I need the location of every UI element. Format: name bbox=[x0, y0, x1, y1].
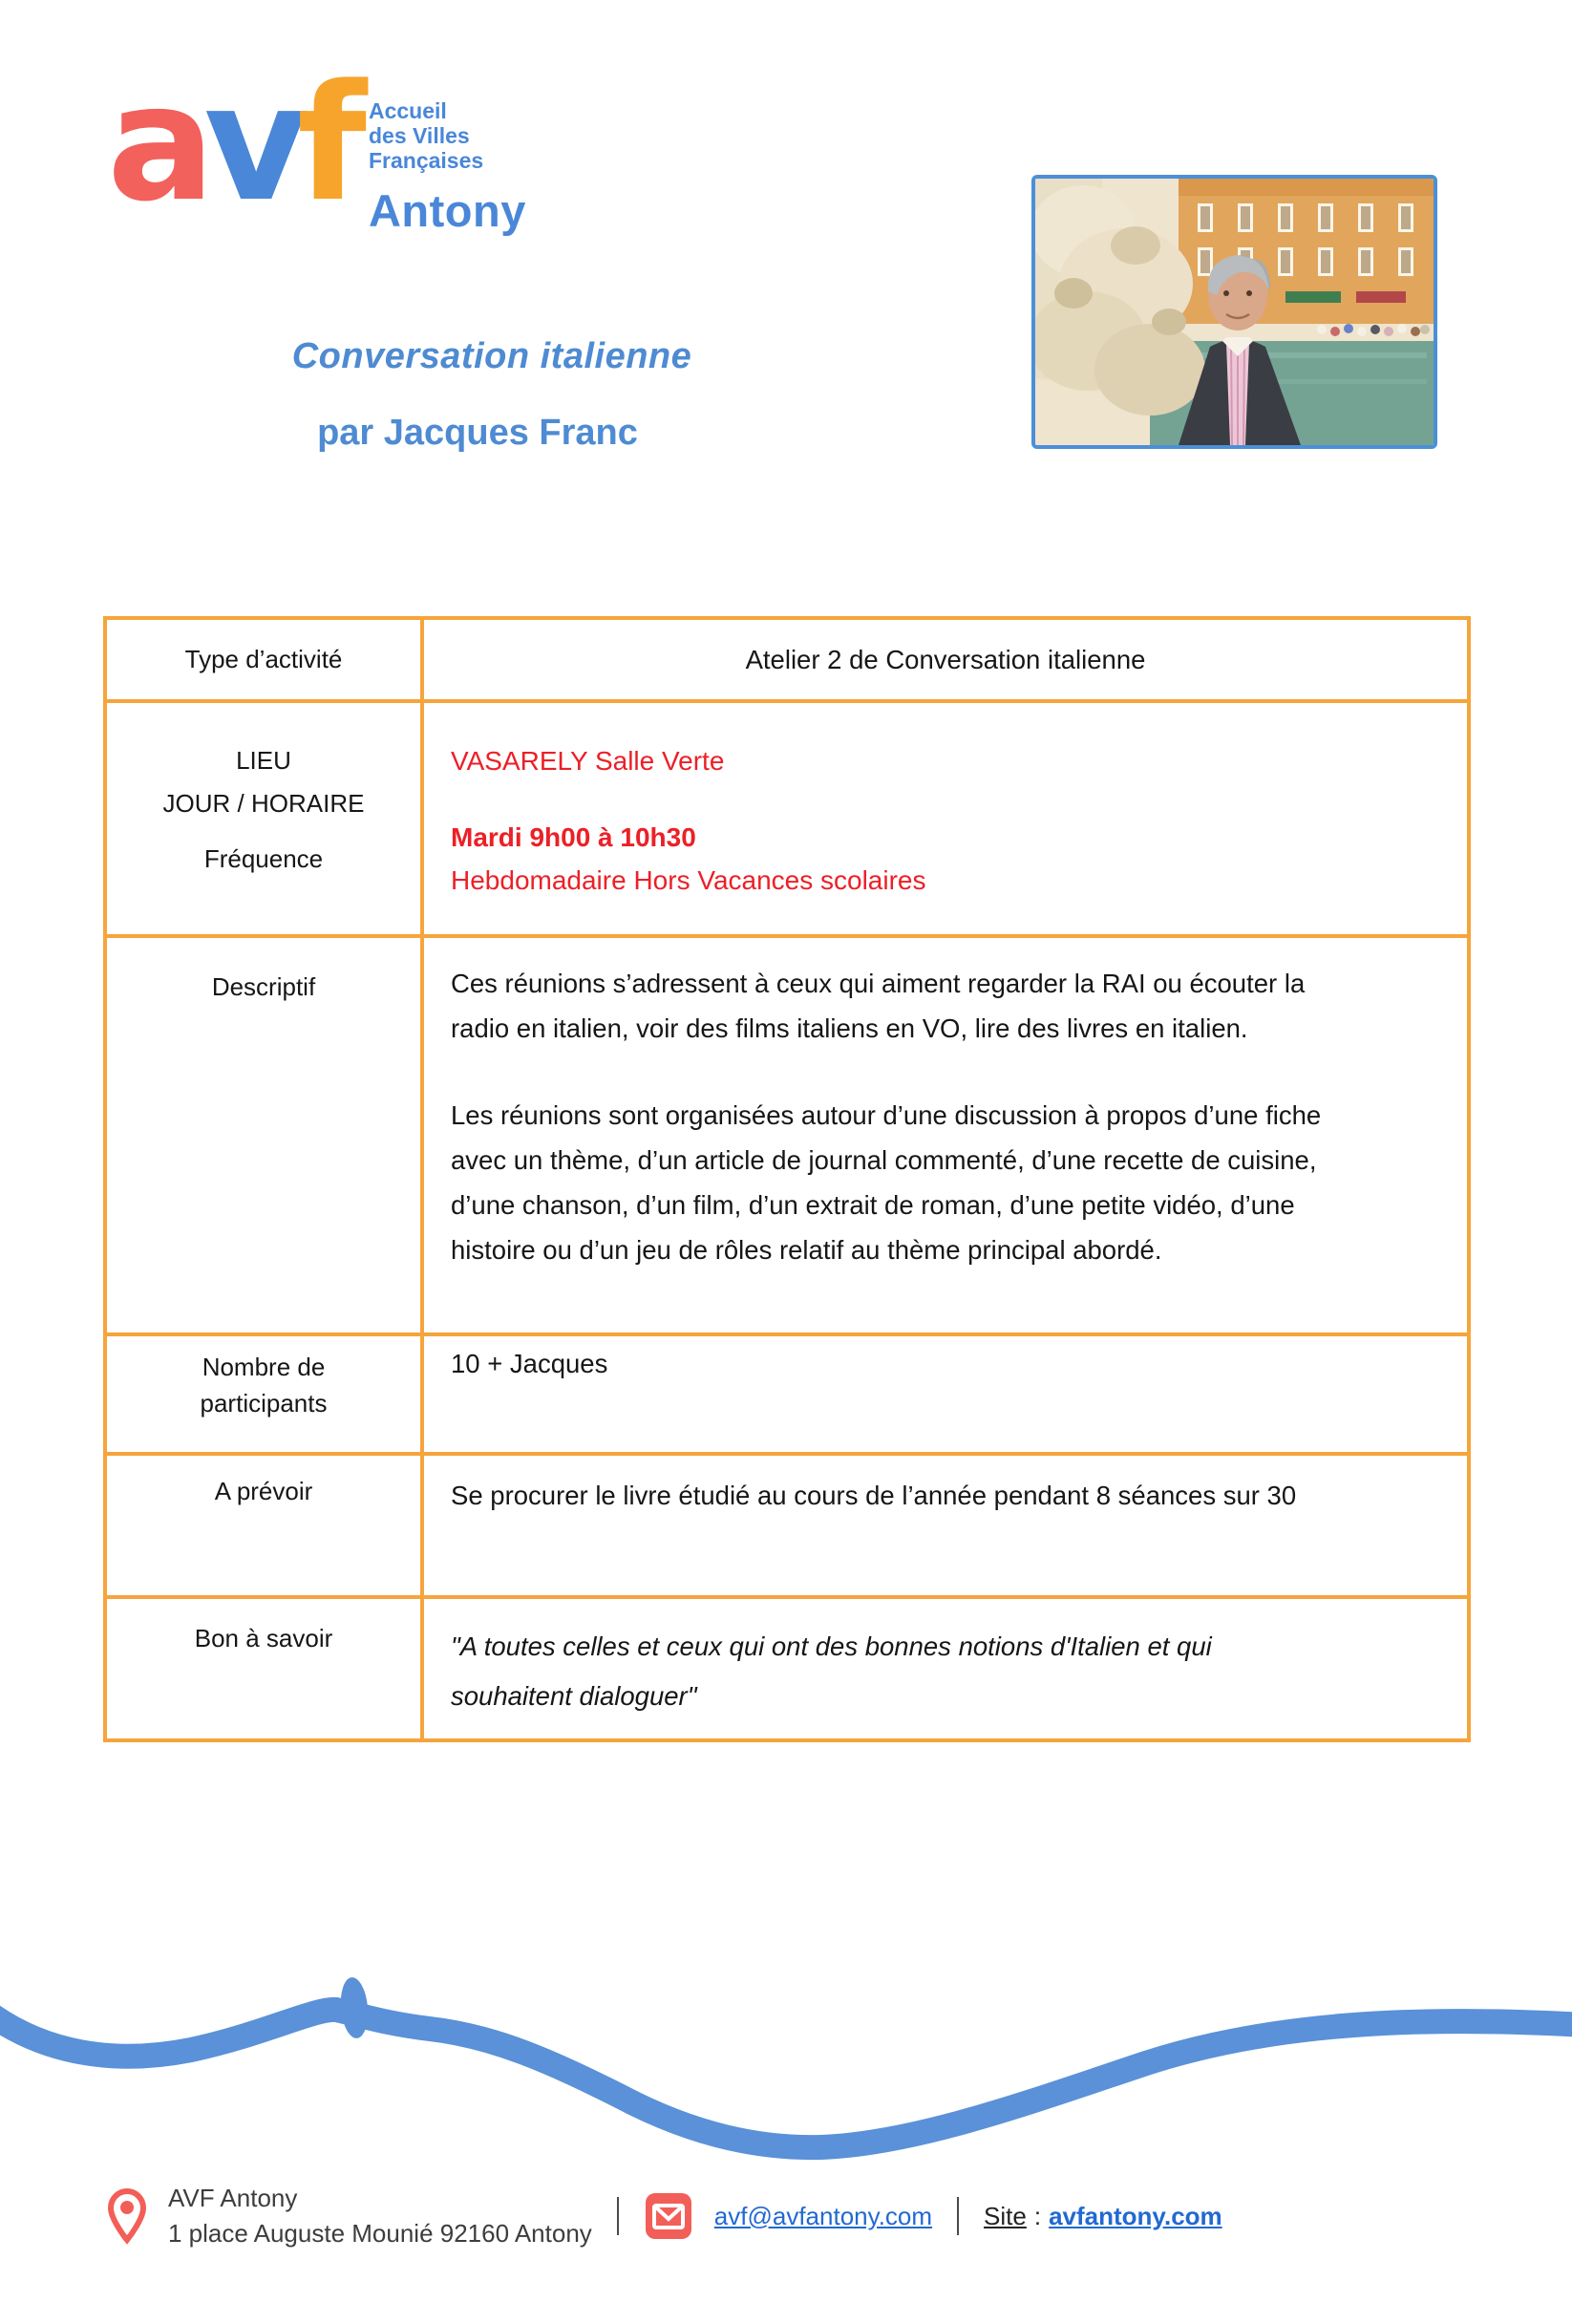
table-row-participants bbox=[107, 1333, 1467, 1452]
logo-letter-v: v bbox=[203, 50, 297, 237]
avf-logo-letters bbox=[107, 50, 355, 237]
wave-decoration bbox=[0, 1930, 1572, 2216]
row-label-type: Type d’activité bbox=[107, 620, 424, 699]
row-label-lieu-horaire bbox=[107, 703, 424, 934]
page-subtitle: par Jacques Franc bbox=[317, 413, 638, 453]
logo-letter-a: a bbox=[107, 50, 204, 237]
row-value-type: Atelier 2 de Conversation italienne bbox=[745, 644, 1146, 674]
logo-tagline-line3: Françaises bbox=[368, 147, 484, 173]
table-row-bon-a-savoir bbox=[107, 1595, 1467, 1738]
instructor-photo bbox=[1031, 175, 1437, 449]
table-row-a-prevoir bbox=[107, 1452, 1467, 1595]
row-label-a-prevoir: A prévoir bbox=[107, 1456, 424, 1595]
footer-separator-2 bbox=[957, 2197, 959, 2235]
logo-tagline-line1: Accueil bbox=[368, 98, 447, 123]
label-frequence: Fréquence bbox=[203, 844, 324, 873]
footer-separator-1 bbox=[617, 2197, 619, 2235]
activity-info-table bbox=[103, 616, 1471, 1742]
frequency-text: Hebdomadaire Hors Vacances scolaires bbox=[451, 865, 926, 895]
envelope-icon bbox=[644, 2191, 693, 2241]
row-value-a-prevoir: Se procurer le livre étudié au cours de l’année pendant 8 séances sur 30 bbox=[451, 1481, 1297, 1510]
table-row-type bbox=[107, 620, 1467, 699]
footer-org-name: AVF Antony bbox=[168, 2184, 298, 2212]
site-label: Site bbox=[984, 2201, 1027, 2230]
row-label-descriptif: Descriptif bbox=[107, 938, 424, 1333]
trevi-fountain-photo-illustration bbox=[1035, 179, 1434, 445]
row-value-bon-a-savoir: "A toutes celles et ceux qui ont des bonnes notions d'Italien et qui souhaitent dialoguer" bbox=[451, 1631, 1212, 1711]
row-label-bon-a-savoir: Bon à savoir bbox=[107, 1599, 424, 1738]
logo-org-name: Antony bbox=[368, 185, 526, 237]
label-jour-horaire: JOUR / HORAIRE bbox=[162, 789, 365, 818]
email-link[interactable]: avf@avfantony.com bbox=[713, 2201, 933, 2230]
schedule-text: Mardi 9h00 à 10h30 bbox=[451, 822, 696, 852]
descriptif-paragraph-2: Les réunions sont organisées autour d’une discussion à propos d’une fiche avec un thème, d’un article de journal commenté, d’une recette de cuisine, d’une chanson, d’un film, d’un extrait de roman, d’une petite vidéo, d’une histoire ou d’un jeu de rôles relatif au thème principal abordé. bbox=[451, 1100, 1322, 1265]
row-value-descriptif bbox=[424, 938, 1467, 1333]
page-title: Conversation italienne bbox=[291, 336, 692, 376]
footer-address: 1 place Auguste Mounié 92160 Antony bbox=[168, 2219, 592, 2248]
label-lieu: LIEU bbox=[236, 746, 291, 775]
venue-text: VASARELY Salle Verte bbox=[451, 746, 725, 776]
site-colon: : bbox=[1033, 2201, 1042, 2230]
location-pin-icon bbox=[107, 2187, 147, 2245]
footer bbox=[107, 2181, 1222, 2251]
table-row-lieu-horaire bbox=[107, 699, 1467, 934]
row-value-participants: 10 + Jacques bbox=[451, 1349, 608, 1378]
site-link[interactable]: avfantony.com bbox=[1049, 2201, 1222, 2230]
row-label-participants: Nombre de participants bbox=[107, 1336, 424, 1452]
logo-tagline bbox=[369, 99, 526, 173]
logo-tagline-line2: des Villes bbox=[368, 122, 470, 148]
avf-logo bbox=[107, 50, 526, 237]
row-value-lieu-horaire bbox=[424, 703, 1467, 934]
table-row-descriptif bbox=[107, 934, 1467, 1333]
descriptif-paragraph-1: Ces réunions s’adressent à ceux qui aiment regarder la RAI ou écouter la radio en italien, voir des films italiens en VO, lire des livres en italien. bbox=[451, 969, 1306, 1043]
logo-letter-f: f bbox=[296, 50, 355, 237]
